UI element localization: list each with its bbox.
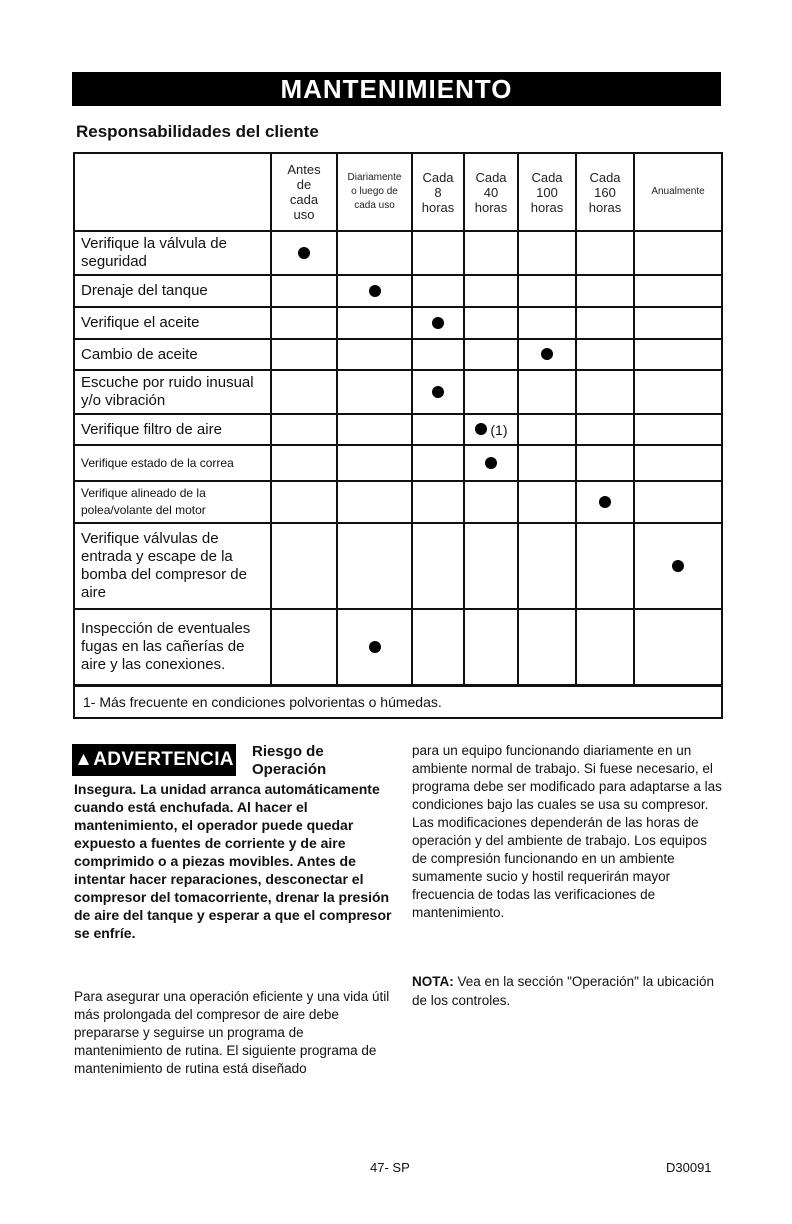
schedule-dot-icon [541, 348, 553, 360]
schedule-cell [337, 231, 412, 275]
schedule-cell [634, 445, 722, 481]
schedule-cell [464, 275, 518, 307]
footnote-row [74, 685, 722, 718]
schedule-cell [337, 445, 412, 481]
table-row [74, 339, 722, 370]
table-row [74, 231, 722, 275]
schedule-cell [412, 609, 464, 685]
schedule-cell [576, 370, 634, 414]
schedule-dot-icon [432, 386, 444, 398]
schedule-cell [576, 523, 634, 609]
table-row [74, 307, 722, 339]
schedule-cell [337, 481, 412, 523]
schedule-cell [412, 370, 464, 414]
table-footnote: 1- Más frecuente en condiciones polvorientas o húmedas. [74, 685, 722, 718]
schedule-cell [337, 307, 412, 339]
header-empty-cell [74, 153, 271, 231]
task-label: Cambio de aceite [74, 339, 271, 370]
schedule-cell [518, 523, 576, 609]
table-row [74, 414, 722, 445]
column-header: Anualmente [634, 153, 722, 231]
page-number: 47- SP [370, 1160, 410, 1175]
schedule-cell [464, 370, 518, 414]
schedule-cell [634, 370, 722, 414]
schedule-cell [518, 370, 576, 414]
schedule-cell [634, 307, 722, 339]
note-text: Vea en la sección "Operación" la ubicación de los controles. [412, 974, 715, 1008]
table-row [74, 609, 722, 685]
warning-badge: ▲ADVERTENCIA [72, 744, 236, 776]
schedule-cell [271, 445, 337, 481]
schedule-cell [464, 339, 518, 370]
task-label: Verifique filtro de aire [74, 414, 271, 445]
task-label: Escuche por ruido inusual y/o vibración [74, 370, 271, 414]
table-row [74, 370, 722, 414]
schedule-cell [464, 307, 518, 339]
maintenance-paragraph-right: para un equipo funcionando diariamente en un ambiente normal de trabajo. Si fuese necesario, el programa debe ser modificado para adaptarse a las condiciones bajo las cuales se usa su compresor. Las modificaciones dependerán de las horas de operación y del ambiente de trabajo. Los equipos de compresión funcionando en un ambiente sumamente sucio y hostil requerirán mayor frecuencia de todas las verificaciones de mantenimiento. [412, 743, 722, 920]
schedule-dot-icon [672, 560, 684, 572]
schedule-dot-icon [369, 641, 381, 653]
schedule-cell [412, 307, 464, 339]
column-header: Cada 100 horas [518, 153, 576, 231]
column-header: Diariamente o luego de cada uso [337, 153, 412, 231]
schedule-cell [412, 275, 464, 307]
note-label: NOTA: [412, 974, 454, 989]
schedule-cell [518, 339, 576, 370]
schedule-cell [634, 481, 722, 523]
schedule-cell [634, 609, 722, 685]
schedule-cell [464, 414, 518, 445]
task-label: Verifique el aceite [74, 307, 271, 339]
schedule-cell [464, 609, 518, 685]
schedule-cell [337, 609, 412, 685]
schedule-cell [337, 275, 412, 307]
schedule-cell [576, 414, 634, 445]
task-label: Verifique válvulas de entrada y escape de la bomba del compresor de aire [74, 523, 271, 609]
schedule-cell [576, 609, 634, 685]
schedule-cell [576, 231, 634, 275]
schedule-cell [464, 231, 518, 275]
schedule-dot-icon [432, 317, 444, 329]
page-banner: MANTENIMIENTO [72, 72, 721, 106]
schedule-cell [518, 307, 576, 339]
task-label: Inspección de eventuales fugas en las cañerías de aire y las conexiones. [74, 609, 271, 685]
warning-title: Riesgo de Operación [252, 743, 327, 778]
schedule-cell [634, 339, 722, 370]
footnote-ref: (1) [486, 421, 508, 438]
table-row [74, 275, 722, 307]
schedule-cell [412, 481, 464, 523]
schedule-cell [576, 445, 634, 481]
warning-body: Insegura. La unidad arranca automáticamente cuando está enchufada. Al hacer el mantenimiento, el operador puede quedar expuesto a fuentes de corriente y de aire comprimido o a piezas movibles. Antes de intentar hacer reparaciones, desconectar el compresor del tomacorriente, drenar la presión de aire del tanque y esperar a que el compresor se enfríe. [74, 781, 392, 941]
table-row [74, 523, 722, 609]
schedule-cell [518, 445, 576, 481]
schedule-cell [271, 609, 337, 685]
schedule-cell [337, 339, 412, 370]
table-row [74, 445, 722, 481]
schedule-dot-icon [599, 496, 611, 508]
schedule-cell [271, 523, 337, 609]
table-header-row [74, 153, 722, 231]
schedule-cell [634, 231, 722, 275]
note-paragraph [412, 972, 722, 1010]
document-code: D30091 [666, 1160, 712, 1175]
column-header: Cada 160 horas [576, 153, 634, 231]
schedule-cell [412, 523, 464, 609]
schedule-cell [271, 370, 337, 414]
schedule-cell [634, 414, 722, 445]
schedule-cell [271, 414, 337, 445]
maintenance-table [73, 152, 723, 719]
schedule-cell [271, 307, 337, 339]
schedule-cell [634, 275, 722, 307]
schedule-cell [576, 307, 634, 339]
table-row [74, 481, 722, 523]
task-label: Verifique la válvula de seguridad [74, 231, 271, 275]
schedule-cell [271, 339, 337, 370]
schedule-cell [464, 523, 518, 609]
schedule-cell [412, 339, 464, 370]
schedule-cell [576, 339, 634, 370]
schedule-cell [518, 275, 576, 307]
maintenance-paragraph-left: Para asegurar una operación eficiente y una vida útil más prolongada del compresor de aire debe prepararse y seguirse un programa de mantenimiento de rutina. El siguiente programa de mantenimiento de rutina está diseñado [74, 989, 390, 1076]
schedule-cell [271, 481, 337, 523]
column-header: Antes de cada uso [271, 153, 337, 231]
schedule-cell [518, 609, 576, 685]
schedule-dot-icon [298, 247, 310, 259]
schedule-cell [337, 523, 412, 609]
schedule-dot-icon [369, 285, 381, 297]
schedule-cell [518, 414, 576, 445]
column-header: Cada 8 horas [412, 153, 464, 231]
schedule-cell [518, 481, 576, 523]
schedule-cell [412, 445, 464, 481]
schedule-dot-icon [485, 457, 497, 469]
schedule-cell [412, 231, 464, 275]
schedule-dot-icon [475, 423, 487, 435]
schedule-cell [518, 231, 576, 275]
schedule-cell [576, 275, 634, 307]
schedule-cell [634, 523, 722, 609]
schedule-cell [412, 414, 464, 445]
column-header: Cada 40 horas [464, 153, 518, 231]
task-label: Verifique estado de la correa [74, 445, 271, 481]
schedule-cell [464, 445, 518, 481]
schedule-cell [271, 231, 337, 275]
schedule-cell [271, 275, 337, 307]
task-label: Verifique alineado de la polea/volante del motor [74, 481, 271, 523]
task-label: Drenaje del tanque [74, 275, 271, 307]
section-title: Responsabilidades del cliente [76, 122, 319, 141]
schedule-cell [337, 414, 412, 445]
schedule-cell [337, 370, 412, 414]
schedule-cell [576, 481, 634, 523]
schedule-cell [464, 481, 518, 523]
